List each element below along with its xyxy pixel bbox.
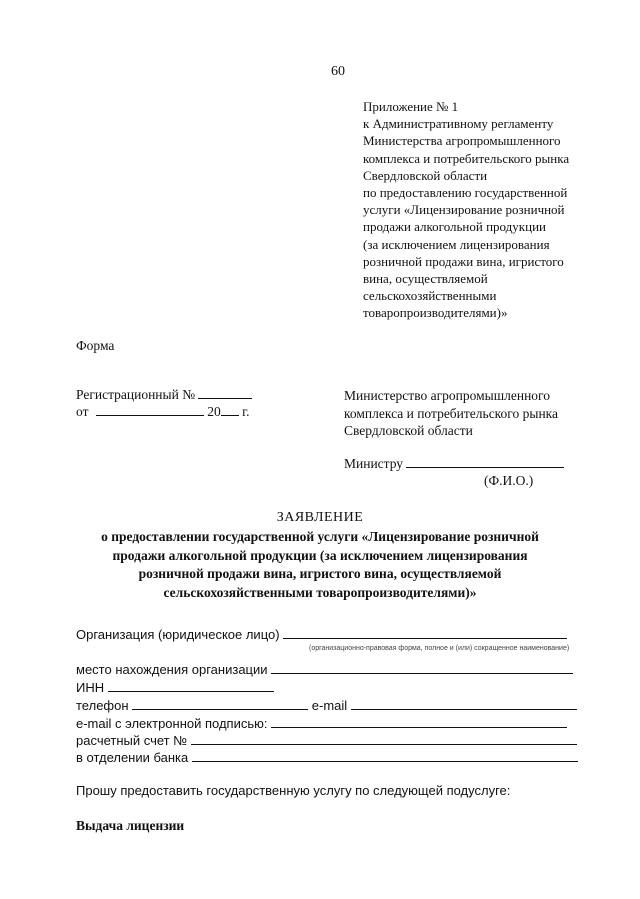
appendix-line: Свердловской области xyxy=(363,167,488,183)
appendix-line: услуги «Лицензирование розничной xyxy=(363,202,565,218)
account-input[interactable] xyxy=(191,733,577,745)
statement-subtitle-line: продажи алкогольной продукции (за исключением лицензирования xyxy=(112,547,528,563)
bank-row xyxy=(76,750,578,765)
form-label: Форма xyxy=(76,338,115,353)
request-text: Прошу предоставить государственную услугу по следующей подуслуге: xyxy=(76,783,511,798)
organization-input[interactable] xyxy=(283,627,567,639)
appendix-block xyxy=(363,98,569,322)
registration-number-row xyxy=(76,387,252,403)
inn-row xyxy=(76,680,274,695)
organization-caption: (организационно-правовая форма, полное и (или) сокращенное наименование) xyxy=(309,645,570,652)
appendix-line: Министерства агропромышленного xyxy=(363,133,561,149)
email-signature-row xyxy=(76,716,567,731)
phone-input[interactable] xyxy=(132,698,308,710)
minister-label: Министру xyxy=(344,456,404,471)
subservice-heading: Выдача лицензии xyxy=(76,818,185,833)
appendix-line: к Административному регламенту xyxy=(363,116,554,132)
appendix-line: продажи алкогольной продукции xyxy=(363,219,546,235)
minister-name-blank[interactable] xyxy=(406,456,564,468)
recipient-line: Свердловской области xyxy=(344,423,473,438)
inn-input[interactable] xyxy=(108,680,274,692)
email-signature-input[interactable] xyxy=(271,716,567,728)
registration-from-label: от xyxy=(76,404,89,419)
recipient-line: Министерство агропромышленного xyxy=(344,388,550,403)
location-label: место нахождения организации xyxy=(76,662,268,677)
appendix-line: розничной продажи вина, игристого xyxy=(363,253,564,269)
account-row xyxy=(76,733,577,748)
registration-year-prefix: 20 xyxy=(207,404,221,419)
statement-subtitle-block xyxy=(0,528,640,602)
statement-title: ЗАЯВЛЕНИЕ xyxy=(276,510,364,525)
minister-row xyxy=(344,456,564,472)
appendix-line: комплекса и потребительского рынка xyxy=(363,150,570,166)
phone-label: телефон xyxy=(76,698,129,713)
recipient-block xyxy=(344,387,558,440)
statement-subtitle-line: розничной продажи вина, игристого вина, осуществляемой xyxy=(138,566,502,581)
appendix-line: Приложение № 1 xyxy=(363,99,459,114)
registration-number-blank[interactable] xyxy=(198,387,252,399)
contact-row xyxy=(76,698,577,713)
appendix-line: по предоставлению государственной xyxy=(363,185,568,201)
registration-year-blank[interactable] xyxy=(221,404,239,416)
email-signature-label: e-mail с электронной подписью: xyxy=(76,716,268,731)
registration-year-suffix: г. xyxy=(242,404,250,419)
appendix-line: сельскохозяйственными xyxy=(363,288,497,304)
organization-row xyxy=(76,627,567,642)
statement-subtitle-line: сельскохозяйственными товаропроизводителями)» xyxy=(163,584,477,600)
registration-date-row xyxy=(76,404,250,420)
appendix-line: вина, осуществляемой xyxy=(363,271,488,287)
email-input[interactable] xyxy=(351,698,577,710)
fio-caption: (Ф.И.О.) xyxy=(484,473,534,488)
location-input[interactable] xyxy=(271,662,573,674)
appendix-line: (за исключением лицензирования xyxy=(363,236,550,252)
organization-label: Организация (юридическое лицо) xyxy=(76,627,280,642)
registration-date-blank[interactable] xyxy=(96,404,204,416)
location-row xyxy=(76,662,573,677)
registration-number-label: Регистрационный № xyxy=(76,387,196,402)
email-label: e-mail xyxy=(311,698,348,713)
inn-label: ИНН xyxy=(76,680,105,695)
recipient-line: комплекса и потребительского рынка xyxy=(344,405,559,421)
page-number: 60 xyxy=(331,64,345,79)
appendix-line: товаропроизводителями)» xyxy=(363,305,508,321)
statement-subtitle-line: о предоставлении государственной услуги «Лицензирование розничной xyxy=(101,529,539,544)
account-label: расчетный счет № xyxy=(76,733,188,748)
bank-input[interactable] xyxy=(192,750,578,762)
bank-label: в отделении банка xyxy=(76,750,189,765)
